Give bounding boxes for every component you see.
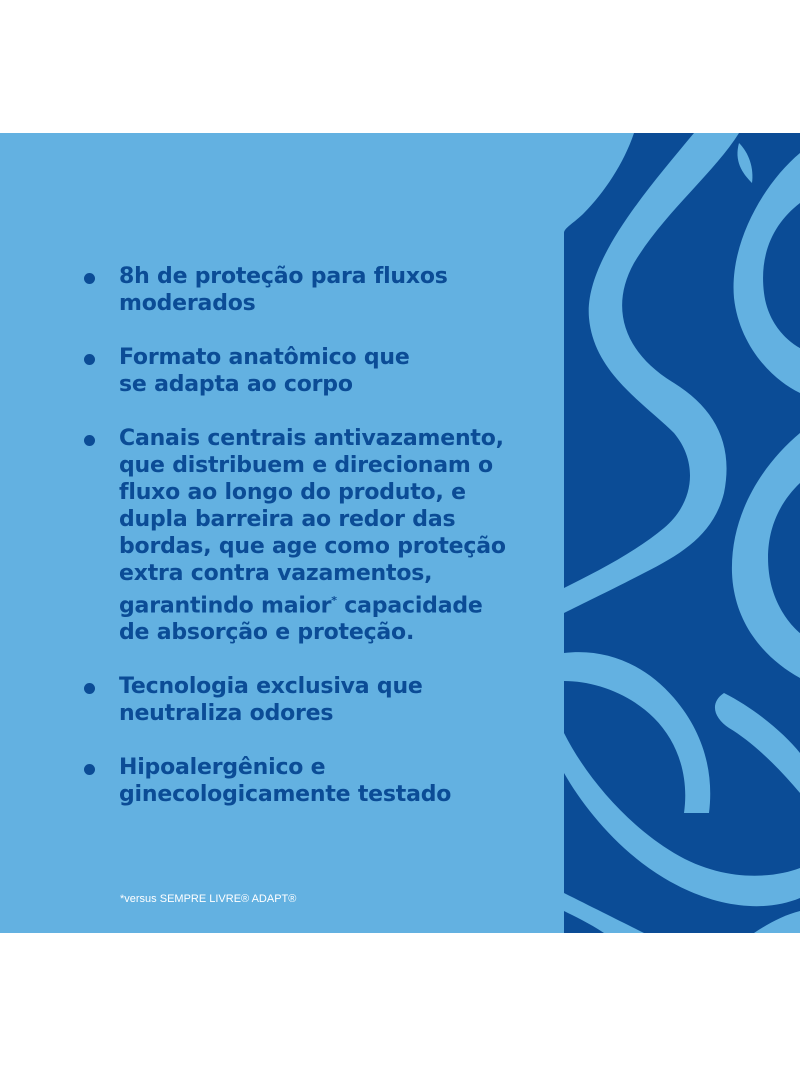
benefit-text: Tecnologia exclusiva que neutraliza odores — [119, 674, 423, 727]
asterisk-mark: * — [331, 594, 337, 607]
benefit-item — [84, 673, 554, 727]
benefit-item — [84, 344, 554, 398]
bullet-icon — [84, 683, 95, 694]
footnote: *versus SEMPRE LIVRE® ADAPT® — [120, 893, 297, 905]
wavy-pattern-icon — [564, 133, 800, 933]
benefit-item — [84, 754, 554, 808]
benefit-text: 8h de proteção para fluxos moderados — [119, 264, 448, 316]
benefit-text: Formato anatômico que se adapta ao corpo — [119, 345, 410, 397]
benefit-text — [119, 425, 554, 646]
benefit-list — [84, 263, 554, 835]
bullet-icon — [84, 273, 95, 284]
product-benefits-panel — [0, 133, 800, 933]
bullet-icon — [84, 354, 95, 365]
benefit-text: Hipoalergênico e ginecologicamente testado — [119, 755, 452, 808]
bullet-icon — [84, 435, 95, 446]
benefit-item — [84, 263, 554, 317]
benefit-item — [84, 425, 554, 646]
bullet-icon — [84, 764, 95, 775]
benefit-text-part: Canais centrais antivazamento, que distribuem e direcionam o fluxo ao longo do produto, e dupla barreira ao redor das bordas, que age como proteção extra contra vazamentos, garantindo maior — [119, 426, 506, 619]
benefit-text-part: capacidade de absorção e proteção. — [119, 593, 483, 646]
